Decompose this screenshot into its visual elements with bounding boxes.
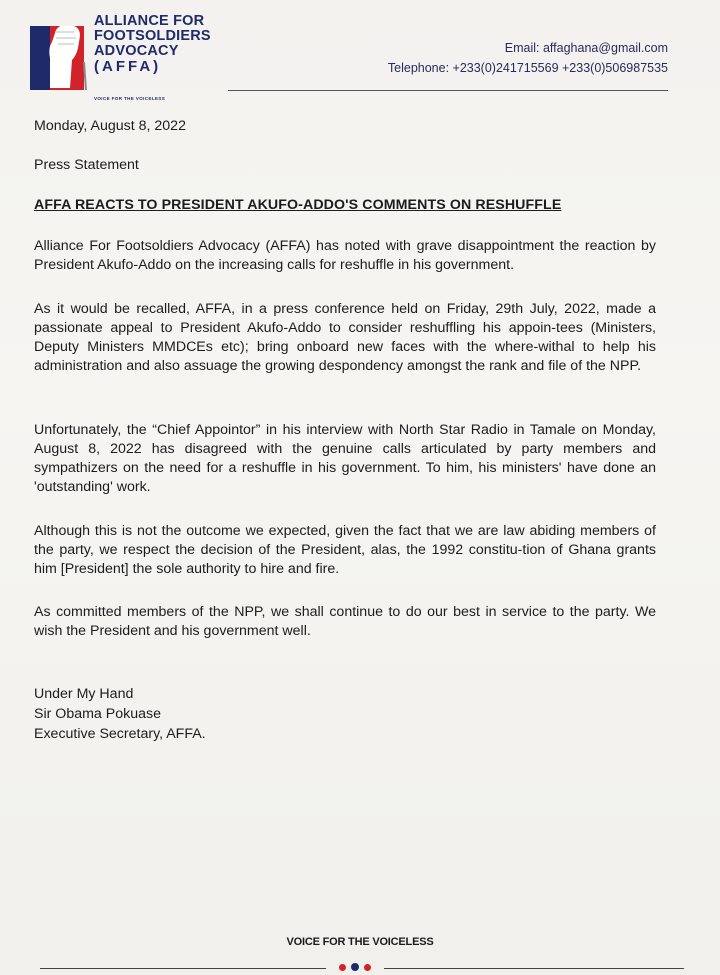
body-paragraph: As committed members of the NPP, we shall continue to do our best in service to the party. We wish the President and his government well. (34, 604, 656, 639)
logo-tagline: VOICE FOR THE VOICELESS (94, 96, 166, 101)
org-name-line: ADVOCACY (94, 43, 179, 59)
affa-logo (28, 13, 228, 101)
org-name (94, 14, 211, 74)
signatory-name: Sir Obama Pokuase (34, 706, 161, 722)
signatory-position: Executive Secretary, AFFA. (34, 726, 206, 742)
statement-title: AFFA REACTS TO PRESIDENT AKUFO-ADDO'S COMMENTS ON RESHUFFLE (34, 197, 562, 213)
footer-dot-icon (339, 964, 346, 971)
footer-tagline: VOICE FOR THE VOICELESS (286, 936, 434, 948)
letter-date: Monday, August 8, 2022 (34, 118, 186, 134)
body-paragraph: Although this is not the outcome we expected, given the fact that we are law abiding members of the party, we respect the decision of the President, alas, the 1992 constitu-tion of Ghana grants him [President] the sole authority to hire and fire. (34, 523, 656, 577)
body-paragraph: Unfortunately, the “Chief Appointor” in his interview with North Star Radio in Tamale on Monday, August 8, 2022 has disagreed with the genuine calls articulated by party members and sympathizers on the need for a reshuffle in his government. To him, his ministers' have done an 'outstanding' work. (34, 422, 656, 495)
body-paragraph: As it would be recalled, AFFA, in a press conference held on Friday, 29th July, 2022, made a passionate appeal to President Akufo-Addo to consider reshuffling his appoin-tees (Ministers, Deputy Ministers MMDCEs etc); bring onboard new faces with the where-withal to help his administration and also assuage the growing despondency amongst the rank and file of the NPP. (34, 301, 656, 374)
footer-dot-icon (364, 964, 371, 971)
signature-line: Under My Hand (34, 686, 134, 702)
footer-dot-icon (351, 963, 359, 971)
email-text: Email: affaghana@gmail.com (504, 41, 668, 55)
contact-block (388, 38, 668, 78)
letter-type: Press Statement (34, 157, 139, 173)
raised-fist-logo-icon (28, 18, 92, 92)
telephone-text: Telephone: +233(0)241715569 +233(0)506987535 (387, 61, 668, 75)
org-name-line: ALLIANCE FOR (94, 13, 205, 29)
header-divider (228, 90, 668, 91)
org-acronym: (AFFA) (94, 58, 162, 75)
body-paragraph: Alliance For Footsoldiers Advocacy (AFFA) has noted with grave disappointment the reaction by President Akufo-Addo on the increasing calls for reshuffle in his government. (34, 238, 656, 273)
org-name-line: FOOTSOLDIERS (94, 28, 211, 44)
footer-divider-right (384, 968, 684, 969)
footer-divider-left (40, 968, 326, 969)
